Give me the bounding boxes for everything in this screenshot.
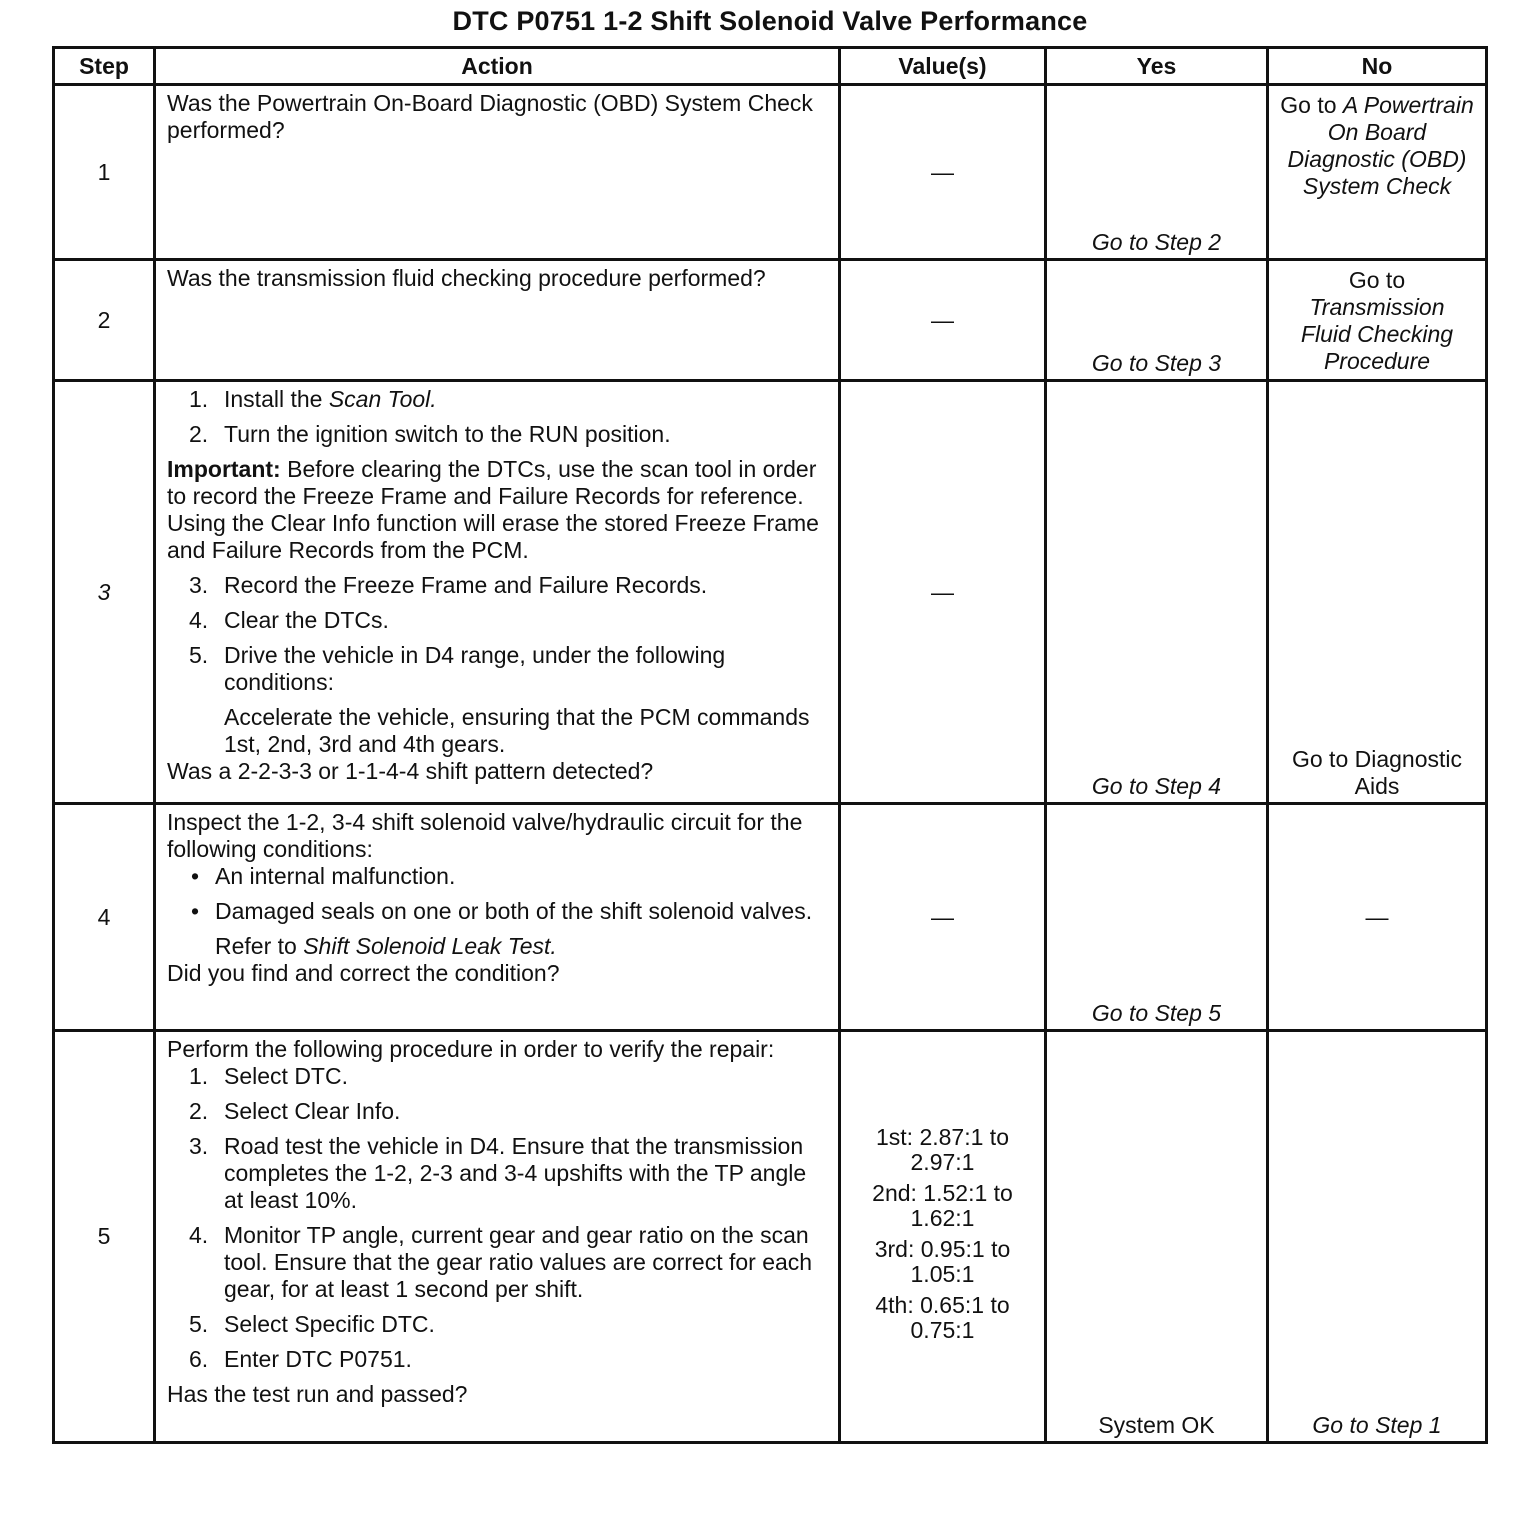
list-item: 5. Select Specific DTC. bbox=[189, 1311, 435, 1337]
no-cell bbox=[1268, 804, 1487, 1031]
no-prefix: Go to bbox=[1348, 267, 1406, 293]
yes-cell bbox=[1046, 1031, 1268, 1443]
yes-link[interactable]: Go to Step 4 bbox=[1091, 773, 1222, 799]
question: Did you find and correct the condition? bbox=[167, 960, 560, 986]
dash: — bbox=[931, 158, 954, 185]
list-item: 1. Select DTC. bbox=[189, 1063, 348, 1089]
page-title: DTC P0751 1-2 Shift Solenoid Valve Performance bbox=[452, 6, 1088, 36]
yes-link[interactable]: Go to Step 5 bbox=[1091, 1000, 1222, 1026]
list-item: • An internal malfunction. bbox=[191, 863, 456, 889]
gear-ratio: 3rd: 0.95:1 to 1.05:1 bbox=[874, 1235, 1011, 1287]
table-row bbox=[54, 1031, 1487, 1443]
value-cell bbox=[840, 1031, 1046, 1443]
no-link[interactable]: Go to Diagnostic Aids bbox=[1291, 746, 1463, 799]
list-item: 5. Drive the vehicle in D4 range, under the following conditions: bbox=[189, 642, 726, 695]
dash: — bbox=[1365, 903, 1389, 930]
yes-cell bbox=[1046, 85, 1268, 260]
yes-link[interactable]: Go to Step 3 bbox=[1091, 350, 1222, 376]
procedure-list bbox=[167, 1063, 828, 1373]
table-row bbox=[54, 260, 1487, 381]
header-no: No bbox=[1268, 48, 1487, 85]
list-item: 3. Road test the vehicle in D4. Ensure that the transmission completes the 1-2, 2-3 and 3-4 upshifts with the TP angle at least 10%. bbox=[189, 1133, 807, 1213]
procedure-list bbox=[167, 572, 828, 696]
header-row bbox=[54, 48, 1487, 85]
yes-cell bbox=[1046, 804, 1268, 1031]
sub-instruction: Accelerate the vehicle, ensuring that the PCM commands 1st, 2nd, 3rd and 4th gears. bbox=[224, 704, 810, 757]
no-link[interactable]: A Powertrain On Board Diagnostic (OBD) System Check bbox=[1287, 92, 1474, 199]
gear-ratio: 1st: 2.87:1 to 2.97:1 bbox=[876, 1123, 1009, 1175]
yes-link[interactable]: Go to Step 2 bbox=[1091, 229, 1222, 255]
action-cell bbox=[155, 1031, 840, 1443]
list-item: • Damaged seals on one or both of the shift solenoid valves. bbox=[191, 898, 813, 924]
no-cell bbox=[1268, 381, 1487, 804]
action-cell bbox=[155, 381, 840, 804]
value-cell bbox=[840, 381, 1046, 804]
procedure-list bbox=[167, 386, 828, 448]
no-link[interactable]: Go to Step 1 bbox=[1312, 1412, 1442, 1438]
diagnostic-table bbox=[52, 46, 1488, 1444]
no-cell bbox=[1268, 85, 1487, 260]
dash: — bbox=[931, 903, 954, 930]
table-row bbox=[54, 381, 1487, 804]
action-text: Was the Powertrain On-Board Diagnostic (OBD) System Check performed? bbox=[167, 90, 813, 143]
value-cell bbox=[840, 804, 1046, 1031]
gear-ratio: 2nd: 1.52:1 to 1.62:1 bbox=[872, 1179, 1013, 1231]
step-number: 5 bbox=[54, 1031, 155, 1443]
header-step: Step bbox=[54, 48, 155, 85]
list-item: 4. Clear the DTCs. bbox=[189, 607, 389, 633]
list-item: 1. Install the Scan Tool. bbox=[189, 386, 437, 412]
step-number: 4 bbox=[54, 804, 155, 1031]
action-text: Perform the following procedure in order to verify the repair: bbox=[167, 1036, 775, 1062]
list-item: 6. Enter DTC P0751. bbox=[189, 1346, 412, 1372]
action-cell bbox=[155, 260, 840, 381]
yes-cell bbox=[1046, 260, 1268, 381]
list-item: 4. Monitor TP angle, current gear and gear ratio on the scan tool. Ensure that the gear ratio values are correct for each gear, for at least 1 second per shift. bbox=[189, 1222, 813, 1302]
table-row bbox=[54, 85, 1487, 260]
no-prefix: Go to bbox=[1280, 92, 1337, 118]
question: Was a 2-2-3-3 or 1-1-4-4 shift pattern detected? bbox=[167, 758, 654, 784]
question: Has the test run and passed? bbox=[167, 1381, 468, 1407]
yes-cell bbox=[1046, 381, 1268, 804]
gear-ratio: 4th: 0.65:1 to 0.75:1 bbox=[875, 1291, 1010, 1343]
important-note: Important: Before clearing the DTCs, use the scan tool in order to record the Freeze Frame and Failure Records for reference. Using the Clear Info function will erase the stored Freeze Frame and Failure Records from the PCM. bbox=[167, 456, 819, 563]
no-cell bbox=[1268, 1031, 1487, 1443]
reference: Refer to Shift Solenoid Leak Test. bbox=[215, 933, 557, 959]
scan-tool-link[interactable]: Scan Tool. bbox=[328, 386, 437, 412]
header-action: Action bbox=[155, 48, 840, 85]
action-text: Was the transmission fluid checking procedure performed? bbox=[167, 265, 766, 291]
action-text: Inspect the 1-2, 3-4 shift solenoid valve/hydraulic circuit for the following conditions: bbox=[167, 809, 803, 862]
no-cell bbox=[1268, 260, 1487, 381]
header-yes: Yes bbox=[1046, 48, 1268, 85]
leak-test-link[interactable]: Shift Solenoid Leak Test. bbox=[303, 933, 557, 959]
yes-result: System OK bbox=[1098, 1412, 1215, 1438]
list-item: 2. Select Clear Info. bbox=[189, 1098, 401, 1124]
action-cell bbox=[155, 804, 840, 1031]
list-item: 2. Turn the ignition switch to the RUN position. bbox=[189, 421, 671, 447]
step-number: 1 bbox=[54, 85, 155, 260]
dash: — bbox=[931, 306, 954, 333]
no-link[interactable]: Transmission Fluid Checking Procedure bbox=[1300, 294, 1454, 374]
table-row bbox=[54, 804, 1487, 1031]
header-values: Value(s) bbox=[840, 48, 1046, 85]
value-cell bbox=[840, 260, 1046, 381]
list-item: 3. Record the Freeze Frame and Failure Records. bbox=[189, 572, 708, 598]
step-number: 3 bbox=[54, 381, 155, 804]
action-cell bbox=[155, 85, 840, 260]
value-cell bbox=[840, 85, 1046, 260]
step-number: 2 bbox=[54, 260, 155, 381]
dash: — bbox=[931, 578, 954, 605]
condition-list bbox=[167, 863, 828, 925]
